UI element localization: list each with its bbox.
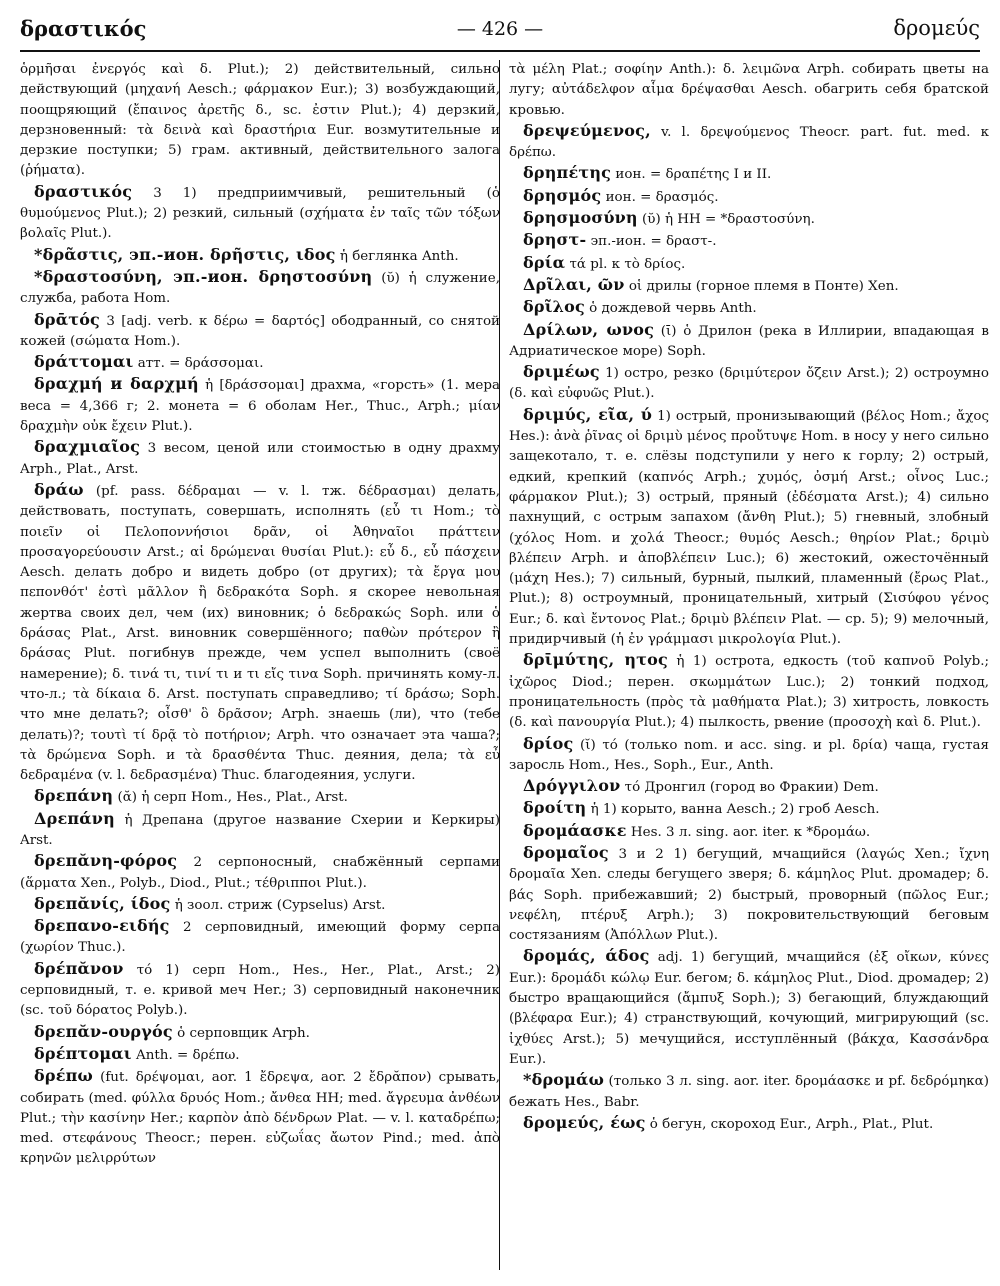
entry-headword: δραχμιαῖος	[34, 437, 141, 457]
entry-headword: *δρᾶστις, эп.-ион. δρῆστις, ιδος	[34, 244, 336, 264]
entry-headword: δρησμός	[523, 185, 602, 205]
dictionary-entry	[509, 821, 989, 843]
column-divider	[499, 60, 500, 1270]
entry-definition: ὁ серповщик Arph.	[177, 1025, 310, 1041]
left-running-headword: δραστικός	[20, 16, 147, 41]
entry-definition: ἡ 1) острота, едкость (τοῦ καπνοῦ Polyb.; ἰχῶρος Diod.; перен. σκωμμάτων Luc.); 2) тонкий подход, проницательность (πρὸς τὰ μαθήματα Plat.); 3) хитрость, ловкость (δ. καὶ πανουργία Plut.); 4) пылкость, рвение (προσοχὴ καὶ δ. Plut.).	[509, 654, 989, 731]
entry-definition: (ῠ) ἡ служение, служба, работа Hom.	[20, 270, 500, 307]
dictionary-entry	[509, 320, 989, 363]
entry-headword: δρεπᾰνη-φόρος	[34, 851, 178, 871]
dictionary-entry	[509, 1070, 989, 1113]
entry-headword: δριμέως	[523, 362, 600, 382]
dictionary-entry	[509, 798, 989, 820]
entry-definition: 3 [adj. verb. к δέρω = δαρτός] ободранный, со снятой кожей (σώματα Hom.).	[20, 313, 500, 349]
entry-headword: *δραστοσύνη, эп.-ион. δρηστοσύνη	[34, 266, 373, 286]
dictionary-entry	[20, 374, 500, 437]
page-number: — 426 —	[456, 18, 544, 40]
entry-definition: ὁρμῆσαι ἐνεργός καὶ δ. Plut.); 2) действительный, сильно действующий (μηχανή Aesch.; φάρμακον Eur.); 3) возбуждающий, поощряющий (ἔπαινος ἀρετῆς δ., sc. ἐστιν Plut.); 4) дерзкий, дерзновенный: τὰ δεινὰ καὶ δραστήρια Eur. возмутительные и дерзкие поступки; 5) грам. активный, действительного залога (ῥήματα).	[20, 62, 500, 179]
entry-definition: adj. 1) бегущий, мчащийся (ἐξ οἴκων, κύνες Eur.): δρομάδι κώλῳ Eur. бегом; δ. κάμηλος Plut., Diod. дромадер; 2) быстро вращающийся (ἄμπυξ Soph.); 3) бегающий, блуждающий (βλέφαρα Eur.); 4) странствующий, кочующий, мигрирующий (sc. ἰχθύες Arst.); 5) мечущийся, исступлённый (βάκχα, Κασσάνδρα Eur.).	[509, 950, 989, 1067]
dictionary-entry	[509, 734, 989, 777]
dictionary-entry	[509, 362, 989, 405]
dictionary-entry	[509, 208, 989, 230]
dictionary-entry	[20, 480, 500, 786]
entry-headword: δρομάς, άδος	[523, 946, 650, 966]
entry-headword: δραχμή и δαρχμή	[34, 374, 199, 394]
entry-headword: δρεψεύμενος,	[523, 120, 651, 140]
dictionary-entry	[509, 121, 989, 164]
entry-definition: ἡ [δράσσομαι] драхма, «горсть» (1. мера веса = 4,366 г; 2. монета = 6 оболам Her., Thuc., Arph.; μίαν δραχμὴν οὐκ ἔχειν Plut.).	[20, 378, 500, 435]
entry-definition: ὁ дождевой червь Anth.	[589, 301, 757, 317]
entry-definition: (ῐ) τό (только nom. и acc. sing. и pl. δρία) чаща, густая заросль Hom., Hes., Soph., Eur., Anth.	[509, 737, 989, 773]
entry-definition: (ῠ) ἡ HH = *δραστοσύνη.	[642, 212, 815, 228]
entry-headword: δρομεύς, έως	[523, 1112, 646, 1132]
dictionary-entry	[20, 916, 500, 959]
entry-definition: v. l. δρεψούμενος Theocr. part. fut. med. к δρέπω.	[509, 124, 989, 161]
entry-headword: Δρῖλαι, ῶν	[523, 274, 625, 294]
entry-definition: τό Дронгил (город во Фракии) Dem.	[624, 780, 879, 796]
entry-headword: δρᾱτός	[34, 309, 101, 329]
entry-headword: δρομαῖος	[523, 842, 609, 862]
dictionary-entry	[20, 851, 500, 894]
entry-definition: эп.-ион. = δραστ-.	[590, 234, 717, 250]
entry-headword: δράω	[34, 479, 84, 499]
entry-headword: δραστικός	[34, 181, 133, 201]
entry-definition: атт. = δράσσομαι.	[137, 356, 264, 372]
dictionary-entry	[20, 894, 500, 916]
dictionary-entry	[509, 230, 989, 252]
entry-definition: ἡ Дрепана (другое название Схерии и Керкиры) Arst.	[20, 812, 500, 848]
entry-definition: ион. = δραπέτης I и II.	[615, 167, 772, 183]
dictionary-entry	[509, 405, 989, 651]
dictionary-entry	[509, 253, 989, 275]
entry-headword: δράττομαι	[34, 352, 134, 372]
dictionary-entry	[509, 1113, 989, 1135]
dictionary-entry	[509, 297, 989, 319]
entry-definition: 3 весом, ценой или стоимостью в одну драхму Arph., Plat., Arst.	[20, 441, 500, 477]
entry-headword: δρεπᾰν-ουργός	[34, 1021, 173, 1041]
right-column	[509, 60, 989, 1280]
entry-headword: δρηπέτης	[523, 163, 612, 183]
entry-headword: δρηστ-	[523, 230, 587, 250]
dictionary-entry	[20, 267, 500, 310]
entry-definition: Hes. 3 л. sing. aor. iter. к *δρομάω.	[630, 824, 871, 840]
dictionary-entry	[20, 1044, 500, 1066]
entry-definition: ἡ 1) корыто, ванна Aesch.; 2) гроб Aesch.	[590, 802, 880, 818]
header-rule	[20, 50, 980, 52]
entry-headword: δρῖλος	[523, 297, 585, 317]
entry-headword: Δρεπάνη	[34, 808, 115, 828]
entry-definition: 3 и 2 1) бегущий, мчащийся (λαγώς Xen.; ἴχνη δρομαῖα Xen. следы бегущего зверя; δ. κάμηλος Plut. дромадер; δ. βάς Soph. прибежавший; 2) быстрый, проворный (πῶλος Eur.; νεφέλη, πτέρυξ Arph.); 3) покровительствующий беговым состязаниям (Ἀπόλλων Plut.).	[509, 846, 989, 944]
entry-definition: τὰ μέλη Plat.; σοφίην Anth.): δ. λειμῶνα Arph. собирать цветы на лугу; αὐτάδελφον αἷμα δρέψασθαι Aesch. обагрить себя братской кровью.	[509, 62, 989, 118]
entry-headword: δριμύς, εῖα, ύ	[523, 404, 653, 424]
right-running-headword: δρομεύς	[893, 16, 980, 40]
entry-headword: δρῑμύτης, ητος	[523, 650, 668, 670]
entry-definition: Anth. = δρέπω.	[136, 1047, 240, 1063]
entry-definition: (только 3 л. sing. aor. iter. δρομάασκε и pf. δεδρόμηκα) бежать Hes., Babr.	[509, 1074, 989, 1110]
left-column	[20, 60, 500, 1280]
entry-definition: ὁ бегун, скороход Eur., Arph., Plat., Plut.	[649, 1116, 934, 1132]
dictionary-entry	[20, 959, 500, 1022]
dictionary-entry	[20, 245, 500, 267]
entry-headword: Δρόγγιλον	[523, 776, 621, 796]
dictionary-entry	[20, 60, 500, 182]
dictionary-entry	[20, 352, 500, 374]
entry-headword: δρεπᾰνίς, ίδος	[34, 893, 171, 913]
dictionary-entry	[509, 186, 989, 208]
dictionary-entry	[509, 650, 989, 733]
dictionary-entry	[509, 275, 989, 297]
entry-headword: Δρίλων, ωνος	[523, 319, 655, 339]
entry-definition: ἡ беглянка Anth.	[339, 248, 459, 264]
entry-headword: δρίος	[523, 733, 574, 753]
entry-headword: δρέπω	[34, 1066, 93, 1086]
dictionary-entry	[20, 182, 500, 245]
entry-headword: *δρομάω	[523, 1070, 605, 1090]
entry-headword: δρέπτομαι	[34, 1043, 132, 1063]
dictionary-entry	[509, 843, 989, 946]
entry-definition: οἱ дрилы (горное племя в Понте) Xen.	[628, 278, 899, 294]
entry-definition: 1) острый, пронизывающий (βέλος Hom.; ἄχος Hes.): ἀνὰ ῥῖνας οἱ δριμὺ μένος προὔτυψε Hom. в носу у него сильно защекотало, т. е. слёзы подступили у него к горлу; 2) острый, едкий, крепкий (καπνός Arph.; χυμός, ὀσμή Arst.; οἶνος Luc.; φάρμακον Plut.); 3) острый, пряный (ἐδέσματα Arst.); 4) сильно пахнущий, с острым запахом (ἄνθη Plut.); 5) гневный, злобный (χόλος Hom. и χολά Theocr.; θυμός Aesch.; θηρίον Plat.; δριμὺ βλέπειν Arph. и ἀποβλέπειν Luc.); 6) жестокий, ожесточённый (μάχη Hes.); 7) сильный, бурный, пылкий, пламенный (ἔρως Plat., Plut.); 8) остроумный, проницательный, хитрый (Σισύφου γένος Eur.; δ. καὶ ἔντονος Plat.; δριμὺ βλέπειν Plat. — ср. 5); 9) мелочный, придирчивый (ἡ ἐν γράμμασι μικρολογία Plut.).	[509, 408, 989, 648]
entry-headword: δρησμοσύνη	[523, 208, 638, 228]
entry-definition: τά pl. к τὸ δρίος.	[569, 256, 686, 272]
entry-definition: τό 1) серп Hom., Hes., Her., Plat., Arst.; 2) серповидный, т. е. кривой меч Her.; 3) серповидный наконечник (sc. τοῦ δόρατος Polyb.).	[20, 962, 500, 1019]
dictionary-entry	[20, 1022, 500, 1044]
dictionary-entry	[20, 786, 500, 808]
entry-definition: 2 серповидный, имеющий форму серпа (χωρίον Thuc.).	[20, 920, 500, 956]
dictionary-entry	[20, 310, 500, 353]
dictionary-entry	[509, 946, 989, 1070]
entry-definition: 1) остро, резко (δριμύτερον ὄζειν Arst.); 2) остроумно (δ. καὶ εὐφυῶς Plut.).	[509, 366, 989, 402]
entry-definition: ἡ зоол. стриж (Cypselus) Arst.	[174, 897, 386, 913]
dictionary-entry	[509, 163, 989, 185]
entry-headword: δρομάασκε	[523, 820, 627, 840]
entry-headword: δρέπᾰνον	[34, 958, 124, 978]
page-header	[20, 12, 980, 46]
entry-headword: δρεπάνη	[34, 786, 114, 806]
dictionary-entry	[20, 437, 500, 480]
entry-headword: δρεπανο-ειδής	[34, 916, 170, 936]
dictionary-entry	[20, 1066, 500, 1169]
entry-definition: 2 серпоносный, снабжённый серпами (ἅρματα Xen., Polyb., Diod., Plut.; τέθριπποι Plut.).	[20, 855, 500, 891]
entry-definition: (pf. pass. δέδραμαι — v. l. тж. δέδρασμαι) делать, действовать, поступать, совершать, исполнять (εὖ τι Hom.; τὸ ποιεῖν οἱ Πελοποννήσιοι δρᾶν, οἱ Ἀθηναῖοι πράττειν προσαγορεύουσιν Arst.; αἱ δρώμεναι θυσίαι Plut.): εὖ δ., εὖ πάσχειν Aesch. делать добро и видеть добро (от других); τὰ ἔργα μου πεπονθότ' ἐστὶ μᾶλλον ἢ δεδρακότα Soph. я скорее невольная жертва своих дел, чем (их) виновник; ὁ δεδρακώς Soph. или ὁ δράσας Plat., Arst. виновник совершённого; παθὼν πρότερον ἢ δράσας Plut. погибнув прежде, чем успел выполнить (своё намерение); δ. τινά τι, τινί τι и τι εἴς τινα Soph. причинять кому-л. что-л.; τὰ δίκαια δ. Arst. поступать справедливо; τί δράσω; Soph. что мне делать?; οἶσθ' ὃ δρᾶσον; Arph. знаешь (ли), что (тебе делать)?; τουτὶ τί δρᾷ τὸ ποτήριον; Arph. что означает эта чаша?; τὰ δρώμενα Soph. и τὰ δρασθέντα Thuc. деяния, дела; τὰ εὖ δεδραμένα (v. l. δεδρασμένα) Thuc. благодеяния, услуги.	[20, 483, 500, 784]
dictionary-entry	[20, 809, 500, 852]
entry-definition: (ῑ) ὁ Дрилон (река в Иллирии, впадающая в Адриатическое море) Soph.	[509, 323, 989, 359]
entry-definition: ион. = δρασμός.	[605, 189, 719, 205]
entry-headword: δροίτη	[523, 798, 587, 818]
entry-definition: (ᾰ) ἡ серп Hom., Hes., Plat., Arst.	[117, 790, 348, 806]
dictionary-entry	[509, 776, 989, 798]
entry-definition: 3 1) предприимчивый, решительный (ὁ θυμούμενος Plut.); 2) резкий, сильный (σχήματα ἐν ταῖς τῶν τόξων βολαῖς Plut.).	[20, 185, 500, 242]
dictionary-entry	[509, 60, 989, 121]
entry-headword: δρία	[523, 252, 566, 272]
entry-definition: (fut. δρέψομαι, aor. 1 ἔδρεψα, aor. 2 ἔδρᾰπον) срывать, собирать (med. φύλλα δρυός Hom.; ἄνθεα HH; med. ἄγρευμα ἀνθέων Plut.; τὴν κασίνην Her.; καρπὸν ἀπὸ δένδρων Plat. — v. l. καταδρέπω; med. στεφάνους Theocr.; перен. εὐζωΐας ἄωτον Pind.; med. ἀπὸ κρηνῶν μελιρρύτων	[20, 1070, 500, 1167]
